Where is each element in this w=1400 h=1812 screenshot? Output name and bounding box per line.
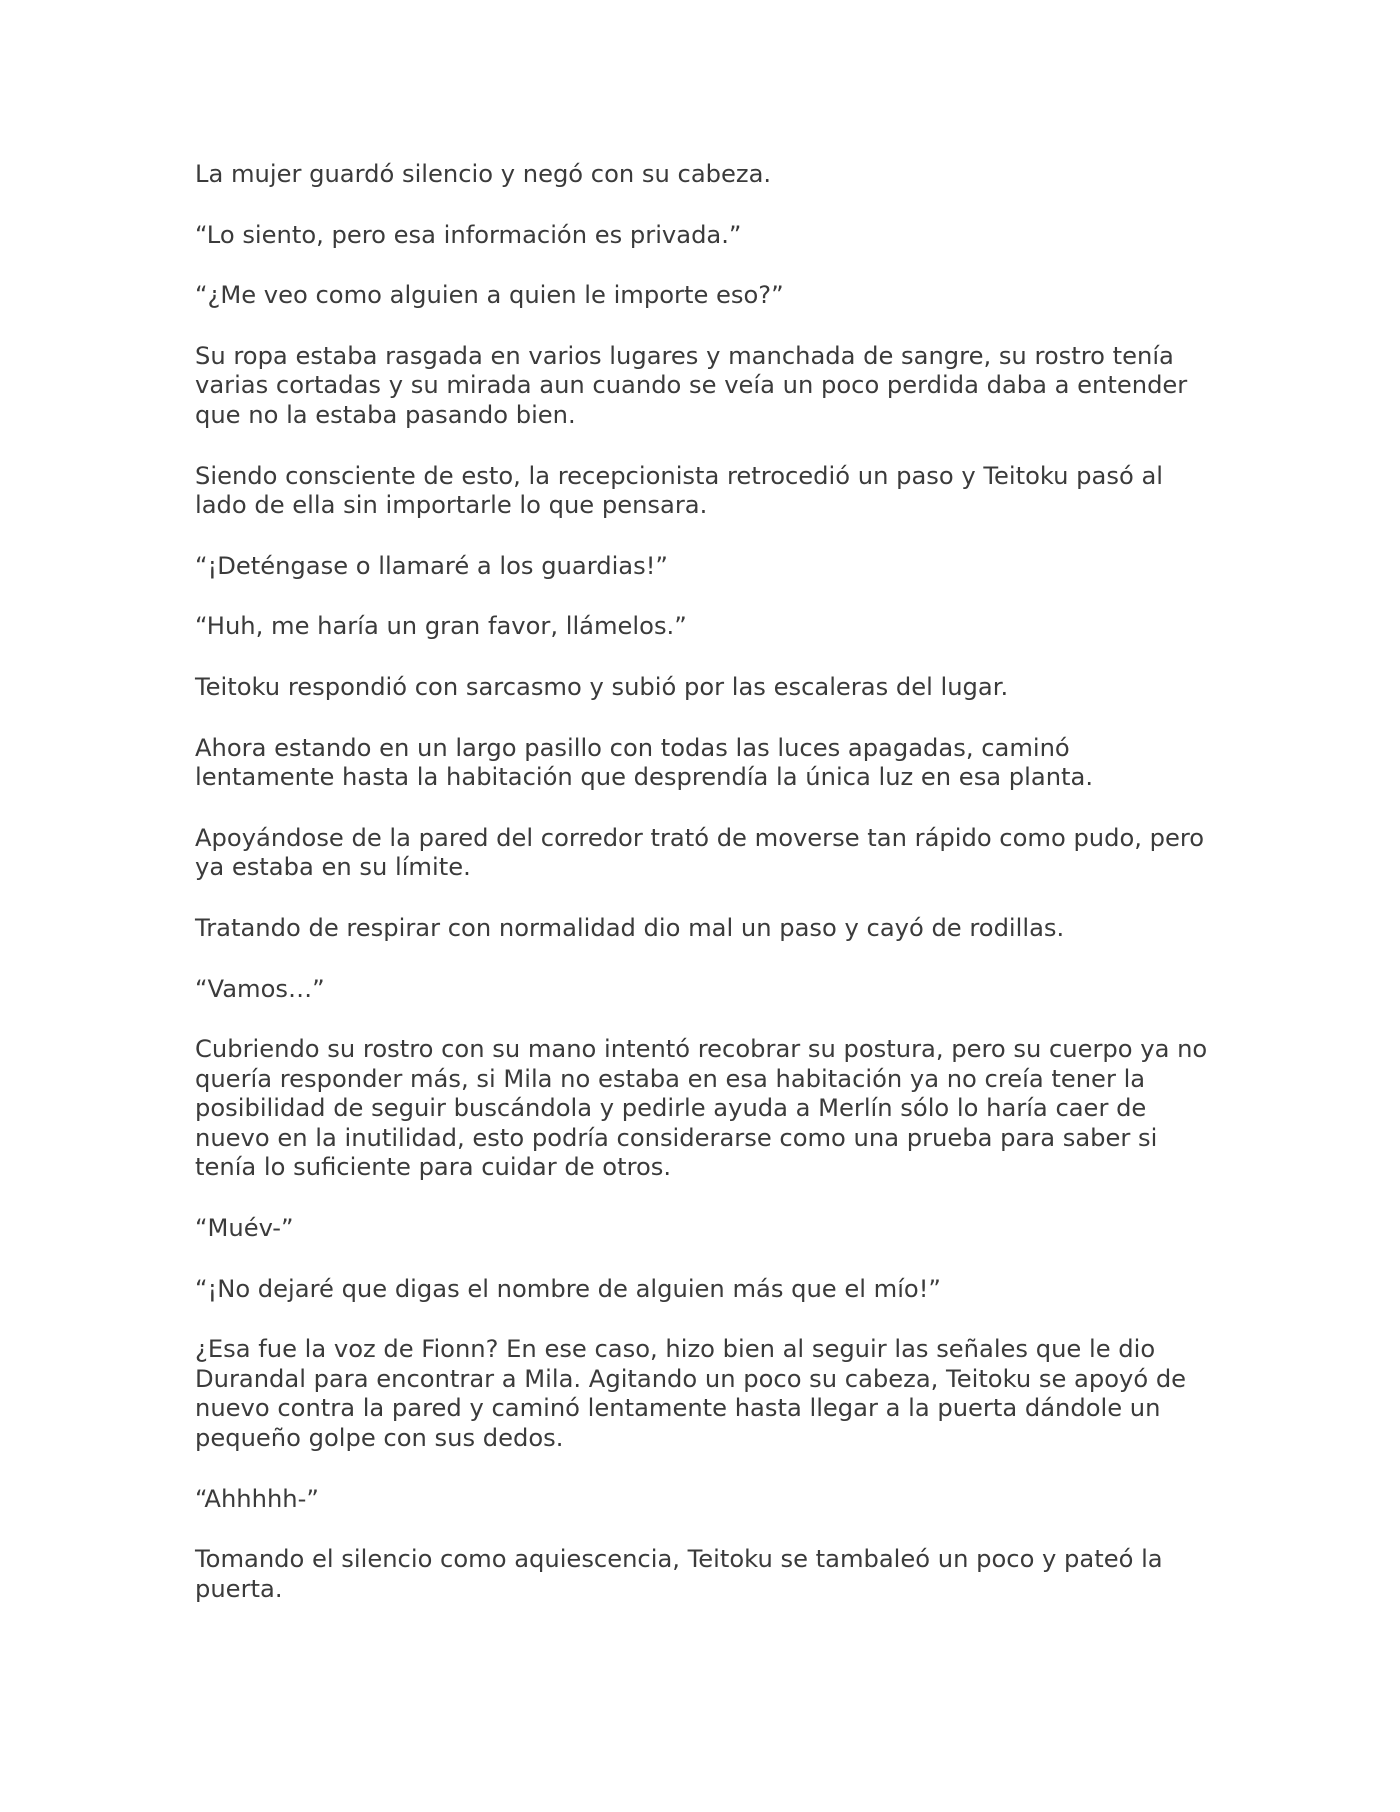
paragraph: Siendo consciente de esto, la recepcionista retrocedió un paso y Teitoku pasó al lado de ella sin importarle lo que pensara. (195, 461, 1163, 520)
paragraph: “Huh, me haría un gran favor, llámelos.” (195, 612, 687, 641)
paragraph: Tratando de respirar con normalidad dio mal un paso y cayó de rodillas. (195, 913, 1065, 942)
paragraph: ¿Esa fue la voz de Fionn? En ese caso, hizo bien al seguir las señales que le dio Durandal para encontrar a Mila. Agitando un poco su cabeza, Teitoku se apoyó de nuevo contra la pared y caminó lentamente hasta llegar a la puerta dándole un pequeño golpe con sus dedos. (195, 1335, 1187, 1453)
paragraph: Su ropa estaba rasgada en varios lugares y manchada de sangre, su rostro tenía varias cortadas y su mirada aun cuando se veía un poco perdida daba a entender que no la estaba pasando bien. (195, 341, 1188, 429)
paragraph: “Muév-” (195, 1214, 294, 1243)
paragraph: “Vamos…” (195, 974, 325, 1003)
paragraph: Cubriendo su rostro con su mano intentó recobrar su postura, pero su cuerpo ya no quería responder más, si Mila no estaba en esa habitación ya no creía tener la posibilidad de seguir buscándola y pedirle ayuda a Merlín sólo lo haría caer de nuevo en la inutilidad, esto podría considerarse como una prueba para saber si tenía lo suficiente para cuidar de otros. (195, 1035, 1208, 1182)
paragraph: “Ahhhhh-” (195, 1484, 319, 1513)
paragraph: “¡Deténgase o llamaré a los guardias!” (195, 551, 668, 580)
paragraph: La mujer guardó silencio y negó con su cabeza. (195, 160, 772, 188)
paragraph: “¿Me veo como alguien a quien le importe eso?” (195, 281, 784, 310)
paragraph: Ahora estando en un largo pasillo con todas las luces apagadas, caminó lentamente hasta la habitación que desprendía la única luz en esa planta. (195, 733, 1094, 792)
paragraph: “Lo siento, pero esa información es privada.” (195, 220, 742, 249)
document-body (195, 160, 1215, 1635)
paragraph: Teitoku respondió con sarcasmo y subió por las escaleras del lugar. (195, 672, 1009, 701)
paragraph: Apoyándose de la pared del corredor trató de moverse tan rápido como pudo, pero ya estaba en su límite. (195, 823, 1205, 882)
paragraph: Tomando el silencio como aquiescencia, Teitoku se tambaleó un poco y pateó la puerta. (195, 1545, 1163, 1603)
paragraph: “¡No dejaré que digas el nombre de alguien más que el mío!” (195, 1274, 941, 1303)
